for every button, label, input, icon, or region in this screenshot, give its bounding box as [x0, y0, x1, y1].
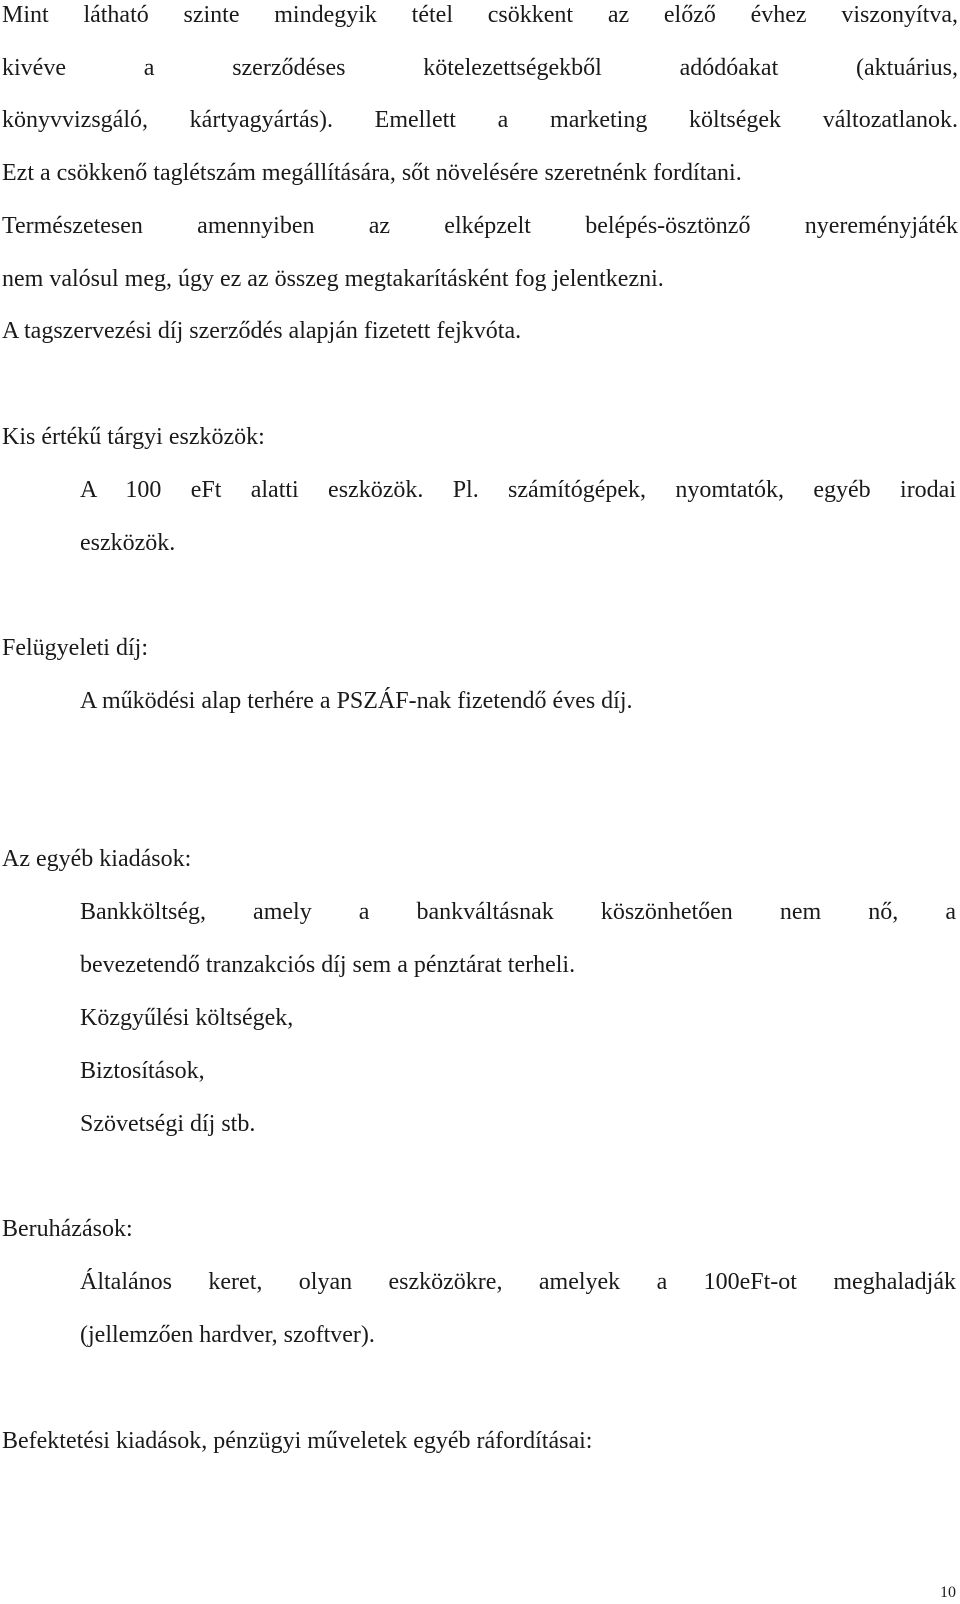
small-assets-heading: Kis értékű tárgyi eszközök: [2, 424, 265, 450]
intro-line-7: A tagszervezési díj szerződés alapján fizetett fejkvóta. [2, 318, 522, 344]
other-expenses-line-5: Szövetségi díj stb. [80, 1111, 256, 1137]
small-assets-line-2: eszközök. [80, 530, 176, 556]
investments-heading: Beruházások: [2, 1216, 133, 1242]
investments-line-1: Általános keret, olyan eszközökre, amelyek a 100eFt-ot meghaladják [80, 1269, 956, 1295]
page-number: 10 [940, 1584, 956, 1601]
intro-line-5: Természetesen amennyiben az elképzelt belépés-ösztönző nyereményjáték [2, 213, 958, 239]
supervision-fee-line-1: A működési alap terhére a PSZÁF-nak fizetendő éves díj. [80, 688, 633, 714]
supervision-fee-heading: Felügyeleti díj: [2, 635, 148, 661]
other-expenses-heading: Az egyéb kiadások: [2, 846, 192, 872]
other-expenses-line-1: Bankköltség, amely a bankváltásnak köszönhetően nem nő, a [80, 899, 956, 925]
other-expenses-line-3: Közgyűlési költségek, [80, 1005, 294, 1031]
intro-line-1: Mint látható szinte mindegyik tétel csökkent az előző évhez viszonyítva, [2, 2, 958, 28]
small-assets-line-1: A 100 eFt alatti eszközök. Pl. számítógépek, nyomtatók, egyéb irodai [80, 477, 956, 503]
investments-line-2: (jellemzően hardver, szoftver). [80, 1322, 375, 1348]
intro-line-3: könyvvizsgáló, kártyagyártás). Emellett a marketing költségek változatlanok. [2, 107, 958, 133]
intro-line-4: Ezt a csökkenő taglétszám megállítására, sőt növelésére szeretnénk fordítani. [2, 160, 742, 186]
financial-heading: Befektetési kiadások, pénzügyi műveletek egyéb ráfordításai: [2, 1428, 593, 1454]
intro-line-6: nem valósul meg, úgy ez az összeg megtakarításként fog jelentkezni. [2, 266, 664, 292]
other-expenses-line-4: Biztosítások, [80, 1058, 205, 1084]
other-expenses-line-2: bevezetendő tranzakciós díj sem a pénztárat terheli. [80, 952, 576, 978]
intro-line-2: kivéve a szerződéses kötelezettségekből adódóakat (aktuárius, [2, 55, 958, 81]
